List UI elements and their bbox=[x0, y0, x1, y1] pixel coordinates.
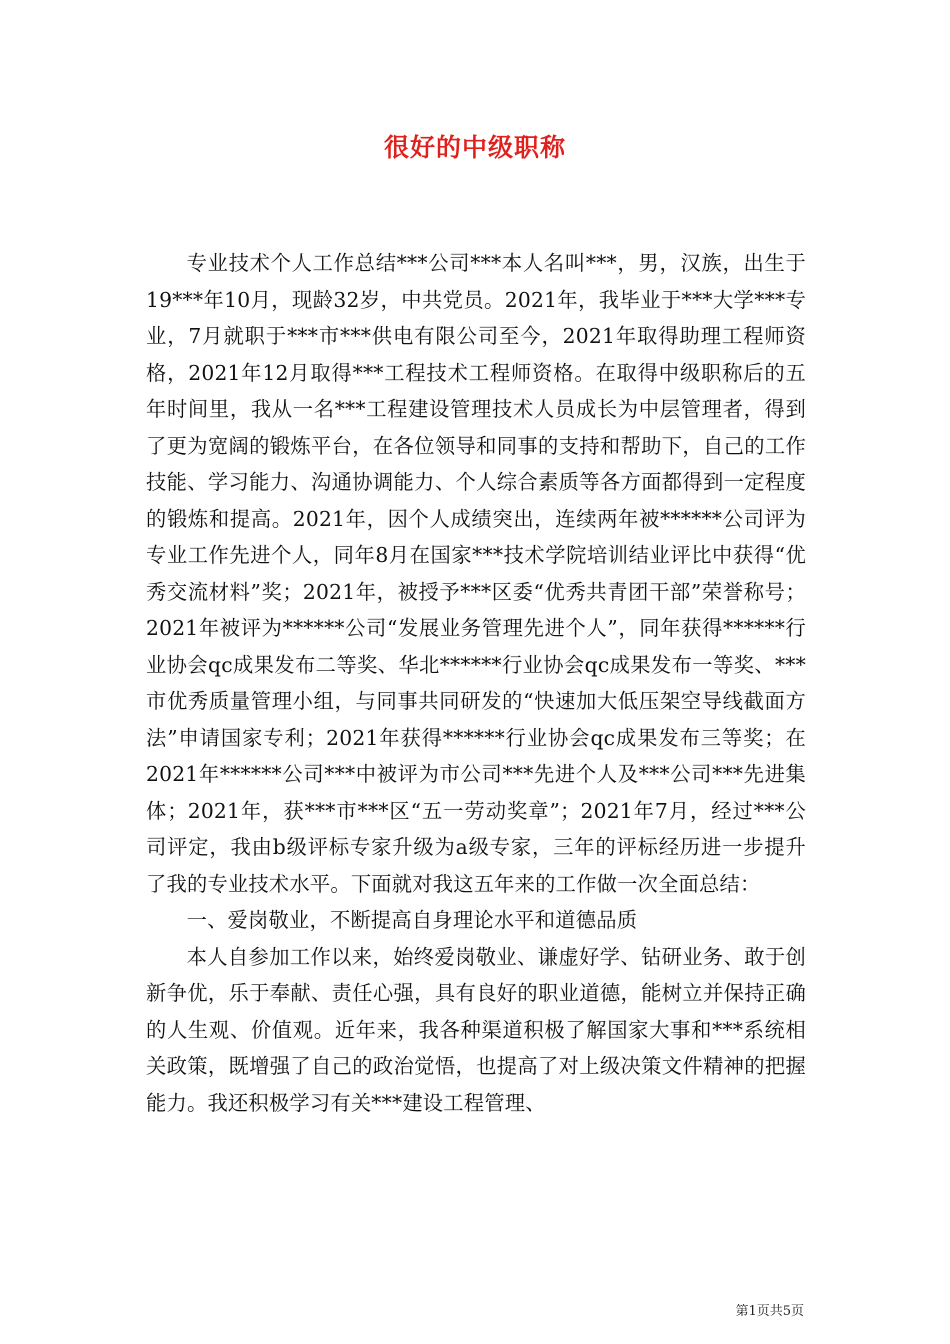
document-body bbox=[146, 245, 806, 1121]
section-heading-1: 一、爱岗敬业，不断提高自身理论水平和道德品质 bbox=[186, 908, 638, 932]
paragraph-section-1: 本人自参加工作以来，始终爱岗敬业、谦虚好学、钻研业务、敢于创新争优，乐于奉献、责任心强，具有良好的职业道德，能树立并保持正确的人生观、价值观。近年来，我各种渠道积极了解国家大事和***系统相关政策，既增强了自己的政治觉悟，也提高了对上级决策文件精神的把握能力。我还积极学习有关***建设工程管理、 bbox=[146, 944, 806, 1115]
document-title: 很好的中级职称 bbox=[383, 133, 566, 162]
page-number-footer: 第1页共5页 bbox=[735, 1304, 804, 1319]
paragraph-intro: 专业技术个人工作总结***公司***本人名叫***，男，汉族，出生于19***年10月，现龄32岁，中共党员。2021年，我毕业于***大学***专业，7月就职于***市***供电有限公司至今，2021年取得助理工程师资格，2021年12月取得***工程技术工程师资格。在取得中级职称后的五年时间里，我从一名***工程建设管理技术人员成长为中层管理者，得到了更为宽阔的锻炼平台，在各位领导和同事的支持和帮助下，自己的工作技能、学习能力、沟通协调能力、个人综合素质等各方面都得到一定程度的锻炼和提高。2021年，因个人成绩突出，连续两年被******公司评为专业工作先进个人，同年8月在国家***技术学院培训结业评比中获得“优秀交流材料”奖；2021年，被授予***区委“优秀共青团干部”荣誉称号；2021年被评为******公司“发展业务管理先进个人”，同年获得******行业协会qc成果发布二等奖、华北******行业协会qc成果发布一等奖、***市优秀质量管理小组，与同事共同研发的“快速加大低压架空导线截面方法”申请国家专利；2021年获得******行业协会qc成果发布三等奖；在2021年******公司***中被评为市公司***先进个人及***公司***先进集体；2021年，获***市***区“五一劳动奖章”；2021年7月，经过***公司评定，我由b级评标专家升级为a级专家，三年的评标经历进一步提升了我的专业技术水平。下面就对我这五年来的工作做一次全面总结： bbox=[146, 251, 806, 896]
